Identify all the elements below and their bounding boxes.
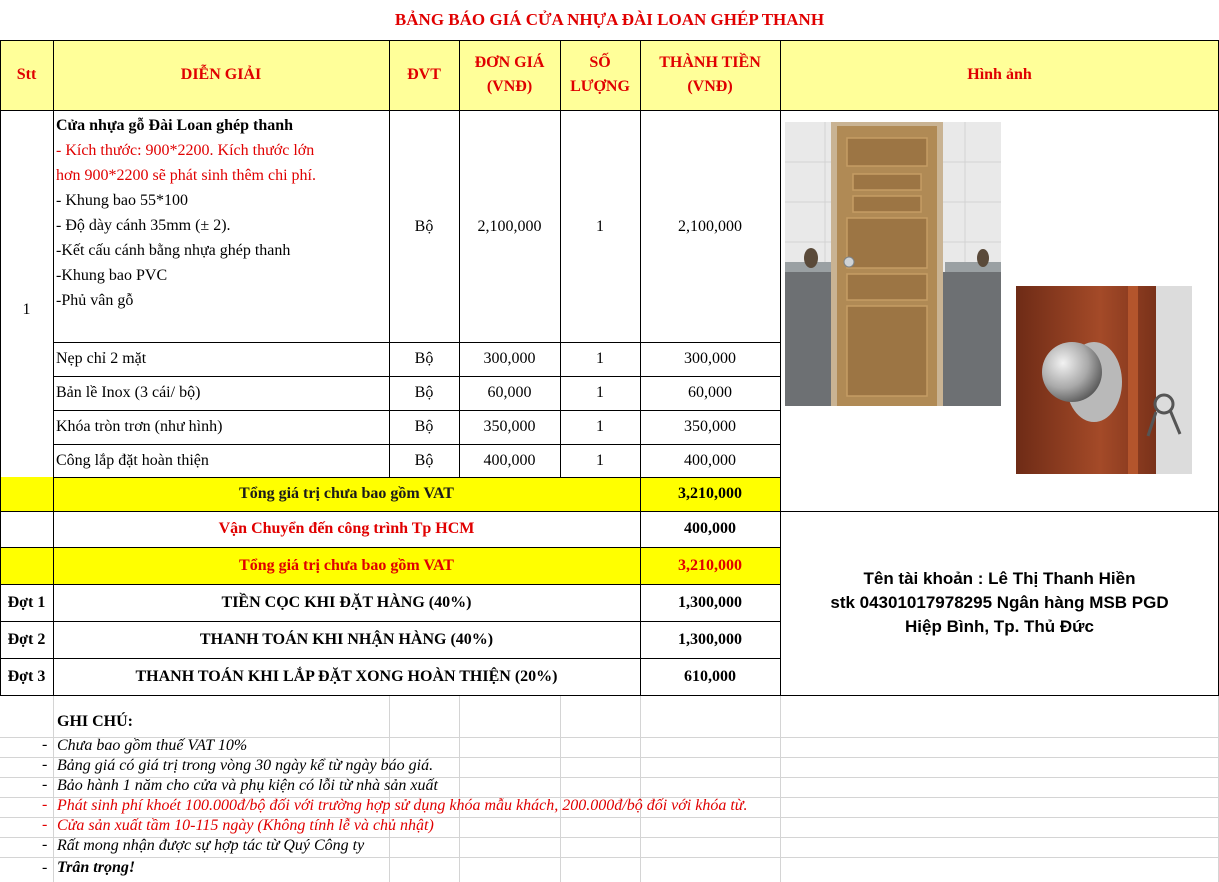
item-qty: 1	[596, 384, 604, 401]
main-item-spec-5: -Phủ vân gỗ	[56, 292, 134, 309]
border	[389, 40, 390, 477]
payment-phase: Đợt 2	[7, 630, 46, 648]
border	[0, 695, 1219, 696]
border	[53, 40, 54, 696]
border	[0, 110, 1219, 111]
main-item-size-l2: hơn 900*2200 sẽ phát sinh thêm chi phí.	[56, 167, 316, 184]
note-vat: Chưa bao gồm thuế VAT 10%	[57, 737, 248, 754]
border	[53, 477, 780, 478]
gridline	[640, 696, 641, 882]
note-warranty: Bảo hành 1 năm cho cửa và phụ kiện có lỗi từ nhà sản xuất	[57, 777, 438, 794]
total-label: Tổng giá trị chưa bao gồm VAT	[239, 556, 454, 574]
bank-account-name: Tên tài khoản : Lê Thị Thanh Hiền	[863, 569, 1136, 588]
gridline	[53, 696, 54, 882]
border	[53, 342, 780, 343]
payment-value: 1,300,000	[678, 593, 742, 611]
bank-branch: Hiệp Bình, Tp. Thủ Đức	[905, 617, 1094, 636]
item-price: 300,000	[483, 350, 536, 367]
border	[780, 40, 781, 696]
total-value: 3,210,000	[678, 556, 742, 574]
border	[0, 658, 780, 659]
item-qty: 1	[596, 418, 604, 435]
main-item-price: 2,100,000	[477, 218, 542, 235]
bank-info	[780, 511, 1219, 695]
item-price: 400,000	[483, 451, 536, 469]
payment-phase: Đợt 3	[7, 667, 46, 685]
header-image: Hình ảnh	[967, 66, 1032, 83]
border	[0, 511, 1219, 512]
header-stt: Stt	[16, 66, 37, 83]
gridline	[780, 696, 781, 882]
gridline	[0, 857, 1219, 858]
door-photo	[785, 122, 1001, 406]
main-item-spec-4: -Khung bao PVC	[56, 267, 168, 284]
header-description: DIỄN GIẢI	[180, 66, 262, 83]
border	[0, 584, 780, 585]
gridline	[560, 696, 561, 882]
shipping-label: Vận Chuyển đến công trình Tp HCM	[218, 520, 475, 537]
item-desc: Bản lề Inox (3 cái/ bộ)	[56, 384, 201, 401]
item-price: 60,000	[487, 384, 532, 401]
main-item-spec-3: -Kết cấu cánh bằng nhựa ghép thanh	[56, 242, 291, 259]
note-bullet: -	[42, 736, 48, 753]
border	[53, 444, 780, 445]
payment-value: 1,300,000	[678, 630, 742, 648]
header-quantity-l1: SỐ	[589, 54, 611, 71]
note-validity: Bảng giá có giá trị trong vòng 30 ngày kể từ ngày báo giá.	[57, 757, 434, 774]
payment-value: 610,000	[684, 667, 736, 685]
header-line-total-l1: THÀNH TIỀN	[659, 54, 761, 71]
item-qty: 1	[596, 451, 604, 469]
border	[0, 547, 780, 548]
note-cooperation: Rất mong nhận được sự hợp tác từ Quý Công ty	[57, 837, 365, 854]
note-bullet: -	[42, 776, 48, 793]
header-unit-price-l2: (VNĐ)	[486, 78, 533, 95]
item-desc: Công lắp đặt hoàn thiện	[56, 451, 209, 469]
border	[53, 376, 780, 377]
shipping-value: 400,000	[684, 520, 736, 537]
item-desc: Khóa tròn trơn (như hình)	[56, 418, 223, 435]
note-bullet: -	[42, 816, 48, 833]
bank-account-number: stk 04301017978295 Ngân hàng MSB PGD	[830, 593, 1169, 612]
border	[560, 40, 561, 477]
door-knob-photo	[1016, 286, 1192, 474]
border	[459, 40, 460, 477]
note-bullet: -	[42, 796, 48, 813]
notes-title: GHI CHÚ:	[57, 713, 133, 730]
header-quantity	[560, 40, 640, 110]
item-unit: Bộ	[414, 418, 434, 435]
item-total: 350,000	[684, 418, 736, 435]
header-unit-price-l1: ĐƠN GIÁ	[474, 54, 545, 71]
note-bullet: -	[42, 859, 48, 876]
item-price: 350,000	[483, 418, 536, 435]
item-unit: Bộ	[414, 384, 434, 401]
main-item-size-l1: - Kích thước: 900*2200. Kích thước lớn	[56, 142, 315, 159]
note-bullet: -	[42, 756, 48, 773]
main-item-total: 2,100,000	[678, 218, 742, 235]
header-unit: ĐVT	[407, 66, 441, 83]
border	[53, 410, 780, 411]
main-item-qty: 1	[596, 218, 604, 235]
item-unit: Bộ	[414, 350, 434, 367]
header-line-total	[640, 40, 780, 110]
item-total: 60,000	[688, 384, 732, 401]
note-extra-fee: Phát sinh phí khoét 100.000đ/bộ đối với trường hợp sử dụng khóa mẫu khách, 200.000đ/bộ đối với khóa từ.	[57, 797, 748, 814]
payment-label: THANH TOÁN KHI LẮP ĐẶT XONG HOÀN THIỆN (20%)	[135, 667, 558, 685]
item-total: 300,000	[684, 350, 736, 367]
item-desc: Nẹp chỉ 2 mặt	[56, 350, 147, 367]
header-quantity-l2: LƯỢNG	[570, 78, 630, 95]
border	[0, 621, 780, 622]
main-item-spec-1: - Khung bao 55*100	[56, 192, 188, 209]
payment-label: TIỀN CỌC KHI ĐẶT HÀNG (40%)	[221, 593, 472, 611]
item-qty: 1	[596, 350, 604, 367]
subtotal-value: 3,210,000	[678, 485, 742, 502]
sheet-title: BẢNG BÁO GIÁ CỬA NHỰA ĐÀI LOAN GHÉP THANH	[394, 10, 825, 29]
header-unit-price	[459, 40, 560, 110]
main-item-unit: Bộ	[414, 218, 434, 235]
note-bullet: -	[42, 836, 48, 853]
main-item-spec-2: - Độ dày cánh 35mm (± 2).	[56, 217, 231, 234]
item-total: 400,000	[684, 451, 736, 469]
item-stt: 1	[22, 301, 31, 318]
note-regards: Trân trọng!	[57, 859, 136, 876]
item-unit: Bộ	[414, 451, 434, 469]
border	[0, 40, 1, 696]
note-production-time: Cửa sản xuất tầm 10-115 ngày (Không tính lễ và chủ nhật)	[57, 817, 434, 834]
subtotal-label: Tổng giá trị chưa bao gồm VAT	[239, 485, 454, 502]
border	[0, 40, 1219, 41]
border	[640, 40, 641, 696]
header-line-total-l2: (VNĐ)	[687, 78, 733, 95]
gridline	[459, 696, 460, 882]
payment-phase: Đợt 1	[7, 593, 46, 611]
payment-label: THANH TOÁN KHI NHẬN HÀNG (40%)	[199, 630, 494, 648]
main-item-name: Cửa nhựa gỗ Đài Loan ghép thanh	[56, 117, 294, 134]
